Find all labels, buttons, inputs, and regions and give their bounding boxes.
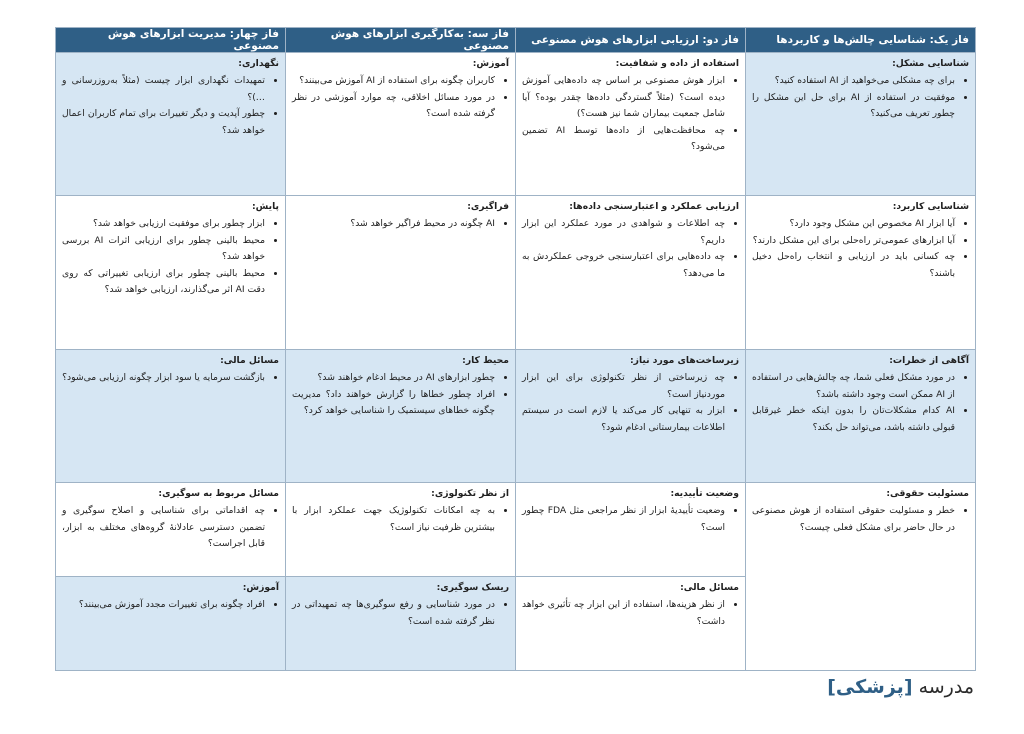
cell-title: آموزش: <box>472 58 509 69</box>
bullet-item: • AI چگونه در محیط فراگیر خواهد شد؟ <box>292 216 495 232</box>
bullet-item: • ابزار به تنهایی کار می‌کند یا لازم است در سیستم اطلاعات بیمارستانی ادغام شود؟ <box>522 403 725 436</box>
cell-bullet-list <box>62 73 279 139</box>
cell-title: ریسک سوگیری: <box>436 582 509 593</box>
cell-bullet-list <box>292 216 509 232</box>
cell-title: نگهداری: <box>238 58 279 69</box>
bullet-item: • چه اطلاعات و شواهدی در مورد عملکرد این ابزار داریم؟ <box>522 216 725 249</box>
table-cell <box>56 483 286 577</box>
cell-title: وضعیت تأییدیه: <box>670 488 739 499</box>
table-cell <box>516 483 746 577</box>
table-cell <box>286 577 516 671</box>
cell-title: مسئولیت حقوقی: <box>886 488 969 499</box>
cell-bullet-list <box>752 503 969 536</box>
table-cell <box>746 350 976 483</box>
bullet-item: • در مورد شناسایی و رفع سوگیری‌ها چه تمهیداتی در نظر گرفته شده است؟ <box>292 597 495 630</box>
cell-bullet-list <box>62 216 279 298</box>
bullet-item: • در مورد مشکل فعلی شما، چه چالش‌هایی در استفاده از AI ممکن است وجود داشته باشد؟ <box>752 370 955 403</box>
table-cell <box>746 53 976 196</box>
cell-bullet-list <box>522 597 739 630</box>
cell-title: مسائل مالی: <box>680 582 739 593</box>
cell-bullet-list <box>292 503 509 536</box>
cell-title: محیط کار: <box>462 355 509 366</box>
cell-title: پایش: <box>251 201 279 212</box>
table-cell <box>286 350 516 483</box>
bullet-item: • آیا ابزارهای عمومی‌تر راه‌حلی برای این مشکل دارند؟ <box>752 233 955 249</box>
logo-bracket-close: ] <box>827 676 836 698</box>
cell-title: مسائل مالی: <box>220 355 279 366</box>
cell-title: زیرساخت‌های مورد نیاز: <box>630 355 739 366</box>
bullet-item: • چطور ابزارهای AI در محیط ادغام خواهند شد؟ <box>292 370 495 386</box>
header-phase-3: فاز سه: به‌کارگیری ابزارهای هوش مصنوعی <box>286 28 516 53</box>
cell-title: آموزش: <box>242 582 279 593</box>
table-cell <box>746 196 976 350</box>
cell-bullet-list <box>292 73 509 122</box>
bullet-item: • خطر و مسئولیت حقوقی استفاده از هوش مصنوعی در حال حاضر برای مشکل فعلی چیست؟ <box>752 503 955 536</box>
table-cell <box>516 350 746 483</box>
table-cell <box>56 196 286 350</box>
phases-table-container <box>55 27 976 671</box>
table-row <box>56 53 976 196</box>
cell-title: از نظر تکنولوژی: <box>431 488 509 499</box>
cell-bullet-list <box>752 370 969 436</box>
bullet-item: • افراد چگونه برای تغییرات مجدد آموزش می‌بینند؟ <box>62 597 265 613</box>
bullet-item: • چه اقداماتی برای شناسایی و اصلاح سوگیری و تضمین دسترسی عادلانهٔ گروه‌های مختلف به ابزار، قابل اجراست؟ <box>62 503 265 552</box>
bullet-item: • محیط بالینی چطور برای ارزیابی اثرات AI بررسی خواهد شد؟ <box>62 233 265 266</box>
header-phase-4: فاز چهار: مدیریت ابزارهای هوش مصنوعی <box>56 28 286 53</box>
bullet-item: • ابزار هوش مصنوعی بر اساس چه داده‌هایی آموزش دیده است؟ (مثلاً گستردگی داده‌ها چقدر بوده؟ آیا شامل جمعیت بیماران شما نیز هست؟) <box>522 73 725 122</box>
bullet-item: • محیط بالینی چطور برای ارزیابی تغییراتی که روی دقت AI اثر می‌گذارند، ارزیابی خواهد شد؟ <box>62 266 265 299</box>
bullet-item: • کاربران چگونه برای استفاده از AI آموزش می‌بینند؟ <box>292 73 495 89</box>
bullet-item: • آیا ابزار AI مخصوص این مشکل وجود دارد؟ <box>752 216 955 232</box>
bullet-item: • تمهیدات نگهداری ابزار چیست (مثلاً به‌روزرسانی و …)؟ <box>62 73 265 106</box>
bullet-item: • ابزار چطور برای موفقیت ارزیابی خواهد شد؟ <box>62 216 265 232</box>
ai-phases-table <box>55 27 976 671</box>
cell-bullet-list <box>292 597 509 630</box>
table-cell <box>56 350 286 483</box>
cell-bullet-list <box>752 216 969 282</box>
header-phase-2: فاز دو: ارزیابی ابزارهای هوش مصنوعی <box>516 28 746 53</box>
cell-title: شناسایی مشکل: <box>892 58 969 69</box>
brand-logo <box>827 676 974 698</box>
bullet-item: • AI کدام مشکلات‌تان را بدون اینکه خطر غیرقابل قبولی داشته باشد، می‌تواند حل بکند؟ <box>752 403 955 436</box>
bullet-item: • چه داده‌هایی برای اعتبارسنجی خروجی عملکردش به ما می‌دهد؟ <box>522 249 725 282</box>
table-cell <box>516 196 746 350</box>
bullet-item: • چه محافظت‌هایی از داده‌ها توسط AI تضمین می‌شود؟ <box>522 123 725 156</box>
cell-title: فراگیری: <box>467 201 509 212</box>
cell-bullet-list <box>522 503 739 536</box>
table-cell <box>56 53 286 196</box>
cell-bullet-list <box>62 503 279 552</box>
header-phase-1: فاز یک: شناسایی چالش‌ها و کاربردها <box>746 28 976 53</box>
bullet-item: • به چه امکانات تکنولوژیک جهت عملکرد ابزار با بیشترین ظرفیت نیاز است؟ <box>292 503 495 536</box>
cell-title: ارزیابی عملکرد و اعتبارسنجی داده‌ها: <box>569 201 739 212</box>
bullet-item: • چه کسانی باید در ارزیابی و انتخاب راه‌حل دخیل باشند؟ <box>752 249 955 282</box>
bullet-item: • در مورد مسائل اخلاقی، چه موارد آموزشی در نظر گرفته شده است؟ <box>292 90 495 123</box>
table-row <box>56 350 976 483</box>
bullet-item: • افراد چطور خطاها را گزارش خواهند داد؟ مدیریت چگونه خطاهای سیستمیک را شناسایی خواهد کرد؟ <box>292 387 495 420</box>
bullet-item: • چه زیرساختی از نظر تکنولوژی برای این ابزار موردنیاز است؟ <box>522 370 725 403</box>
cell-bullet-list <box>62 597 279 613</box>
cell-bullet-list <box>522 370 739 436</box>
cell-title: آگاهی از خطرات: <box>889 355 969 366</box>
table-cell <box>516 53 746 196</box>
logo-bracket-open: [ <box>903 676 913 698</box>
cell-bullet-list <box>522 216 739 282</box>
table-cell <box>286 53 516 196</box>
bullet-item: • بازگشت سرمایه یا سود ابزار چگونه ارزیابی می‌شود؟ <box>62 370 265 386</box>
cell-bullet-list <box>752 73 969 122</box>
table-cell <box>746 483 976 671</box>
table-cell <box>286 483 516 577</box>
table-row <box>56 196 976 350</box>
table-cell <box>56 577 286 671</box>
bullet-item: • موفقیت در استفاده از AI برای حل این مشکل را چطور تعریف می‌کنید؟ <box>752 90 955 123</box>
logo-word: مدرسه <box>918 676 974 698</box>
cell-title: استفاده از داده و شفافیت: <box>615 58 739 69</box>
cell-bullet-list <box>62 370 279 386</box>
table-cell <box>286 196 516 350</box>
cell-bullet-list <box>522 73 739 155</box>
table-row <box>56 483 976 577</box>
header-row <box>56 28 976 53</box>
bullet-item: • از نظر هزینه‌ها، استفاده از این ابزار چه تأثیری خواهد داشت؟ <box>522 597 725 630</box>
cell-title: شناسایی کاربرد: <box>892 201 969 212</box>
table-cell <box>516 577 746 671</box>
bullet-item: • چطور آپدیت و دیگر تغییرات برای تمام کاربران اعمال خواهد شد؟ <box>62 106 265 139</box>
bullet-item: • وضعیت تأییدیهٔ ابزار از نظر مراجعی مثل FDA چطور است؟ <box>522 503 725 536</box>
cell-title: مسائل مربوط به سوگیری: <box>158 488 279 499</box>
logo-brand: پزشکی <box>835 676 904 698</box>
bullet-item: • برای چه مشکلی می‌خواهید از AI استفاده کنید؟ <box>752 73 955 89</box>
cell-bullet-list <box>292 370 509 419</box>
